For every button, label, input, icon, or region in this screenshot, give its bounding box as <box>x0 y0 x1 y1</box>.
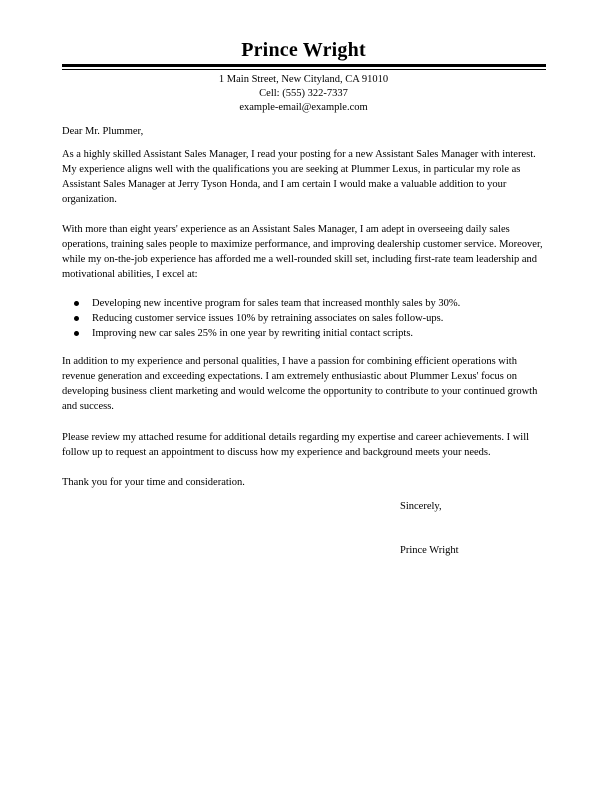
achievement-text: Developing new incentive program for sales team that increased monthly sales by 30%. <box>92 298 461 309</box>
achievements-list <box>62 296 548 341</box>
signature-name: Prince Wright <box>400 545 459 556</box>
paragraph-follow-up: Please review my attached resume for additional details regarding my expertise and career achievements. I will follow up to request an appointment to discuss how my experience and background meets your needs. <box>62 432 530 458</box>
contact-phone: Cell: (555) 322-7337 <box>259 88 348 99</box>
list-item <box>62 296 548 311</box>
header-rule-thin <box>62 69 546 70</box>
header-rule-thick <box>62 64 546 67</box>
closing-salutation: Sincerely, <box>400 501 442 512</box>
paragraph-intro: As a highly skilled Assistant Sales Manager, I read your posting for a new Assistant Sales Manager with interest. My experience aligns well with the qualifications you are seeking at Plummer Lexus, in particular my role as Assistant Sales Manager at Jerry Tyson Honda, and I am certain I would make a valuable addition to your organization. <box>62 149 536 205</box>
paragraph-experience: With more than eight years' experience as an Assistant Sales Manager, I am adept in overseeing daily sales operations, training sales people to maximize performance, and improving dealership customer service. Moreover, while my on-the-job experience has afforded me a well-rounded skill set, including first-rate team leadership and motivational abilities, I excel at: <box>62 224 543 280</box>
bullet-icon <box>74 301 79 306</box>
list-item <box>62 311 548 326</box>
contact-email: example-email@example.com <box>239 102 368 113</box>
list-item <box>62 326 548 341</box>
paragraph-thanks: Thank you for your time and consideration. <box>62 477 245 488</box>
contact-address: 1 Main Street, New Cityland, CA 91010 <box>218 74 389 85</box>
achievement-text: Improving new car sales 25% in one year by rewriting initial contact scripts. <box>92 328 414 339</box>
bullet-icon <box>74 316 79 321</box>
paragraph-passion: In addition to my experience and personal qualities, I have a passion for combining efficient operations with revenue generation and exceeding expectations. I am extremely enthusiastic about Plummer Lexus' focus on developing business client marketing and would welcome the opportunity to contribute to your continued growth and success. <box>62 356 538 412</box>
bullet-icon <box>74 331 79 336</box>
salutation: Dear Mr. Plummer, <box>62 126 144 137</box>
achievement-text: Reducing customer service issues 10% by retraining associates on sales follow-ups. <box>92 313 444 324</box>
applicant-name: Prince Wright <box>241 39 366 61</box>
